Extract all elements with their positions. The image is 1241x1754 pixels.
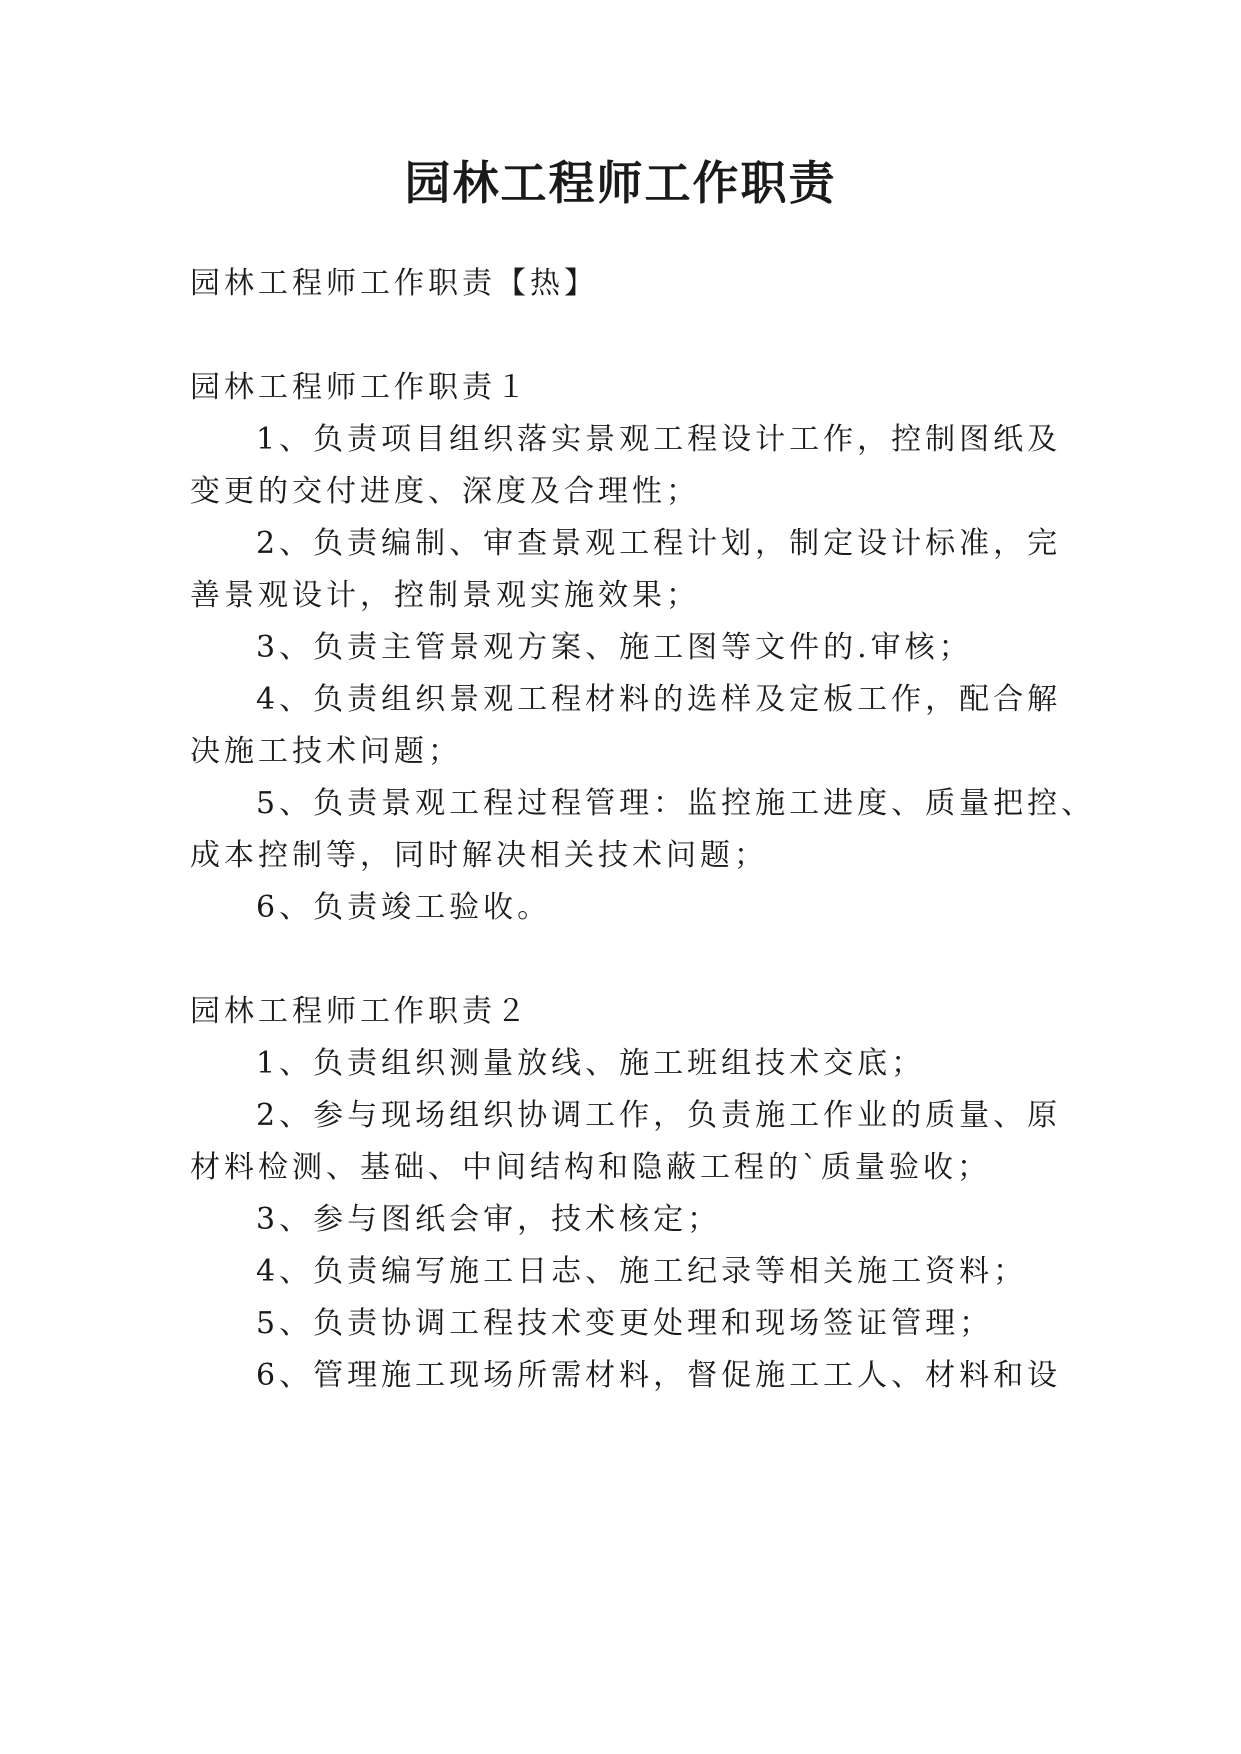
section-2-item-6: 6、管理施工现场所需材料，督促施工工人、材料和设 xyxy=(256,1358,1062,1393)
section-1-item-2-line-2: 善景观设计，控制景观实施效果； xyxy=(190,578,700,613)
document-subtitle: 园林工程师工作职责【热】 xyxy=(190,266,598,301)
section-1-item-3: 3、负责主管景观方案、施工图等文件的.审核； xyxy=(256,630,973,665)
section-2-item-1: 1、负责组织测量放线、施工班组技术交底； xyxy=(256,1046,926,1081)
document-title: 园林工程师工作职责 xyxy=(404,156,837,210)
section-1-heading: 园林工程师工作职责１ xyxy=(190,370,530,405)
section-2-item-2-line-2: 材料检测、基础、中间结构和隐蔽工程的`质量验收； xyxy=(190,1150,991,1185)
section-2-heading: 园林工程师工作职责２ xyxy=(190,994,530,1029)
section-1-item-5-line-1: 5、负责景观工程过程管理：监控施工进度、质量把控、 xyxy=(256,786,1096,821)
section-1-item-5-line-2: 成本控制等，同时解决相关技术问题； xyxy=(190,838,768,873)
section-1-item-1-line-1: 1、负责项目组织落实景观工程设计工作，控制图纸及 xyxy=(256,422,1062,457)
section-1-item-6: 6、负责竣工验收。 xyxy=(256,890,552,925)
section-1-item-4-line-2: 决施工技术问题； xyxy=(190,734,462,769)
section-1-item-4-line-1: 4、负责组织景观工程材料的选样及定板工作，配合解 xyxy=(256,682,1062,717)
section-2-item-5: 5、负责协调工程技术变更处理和现场签证管理； xyxy=(256,1306,994,1341)
section-2-item-4: 4、负责编写施工日志、施工纪录等相关施工资料； xyxy=(256,1254,1028,1289)
section-1-item-2-line-1: 2、负责编制、审查景观工程计划，制定设计标准，完 xyxy=(256,526,1062,561)
section-2-item-2-line-1: 2、参与现场组织协调工作，负责施工作业的质量、原 xyxy=(256,1098,1062,1133)
section-1-item-1-line-2: 变更的交付进度、深度及合理性； xyxy=(190,474,700,509)
section-2-item-3: 3、参与图纸会审，技术核定； xyxy=(256,1202,722,1237)
